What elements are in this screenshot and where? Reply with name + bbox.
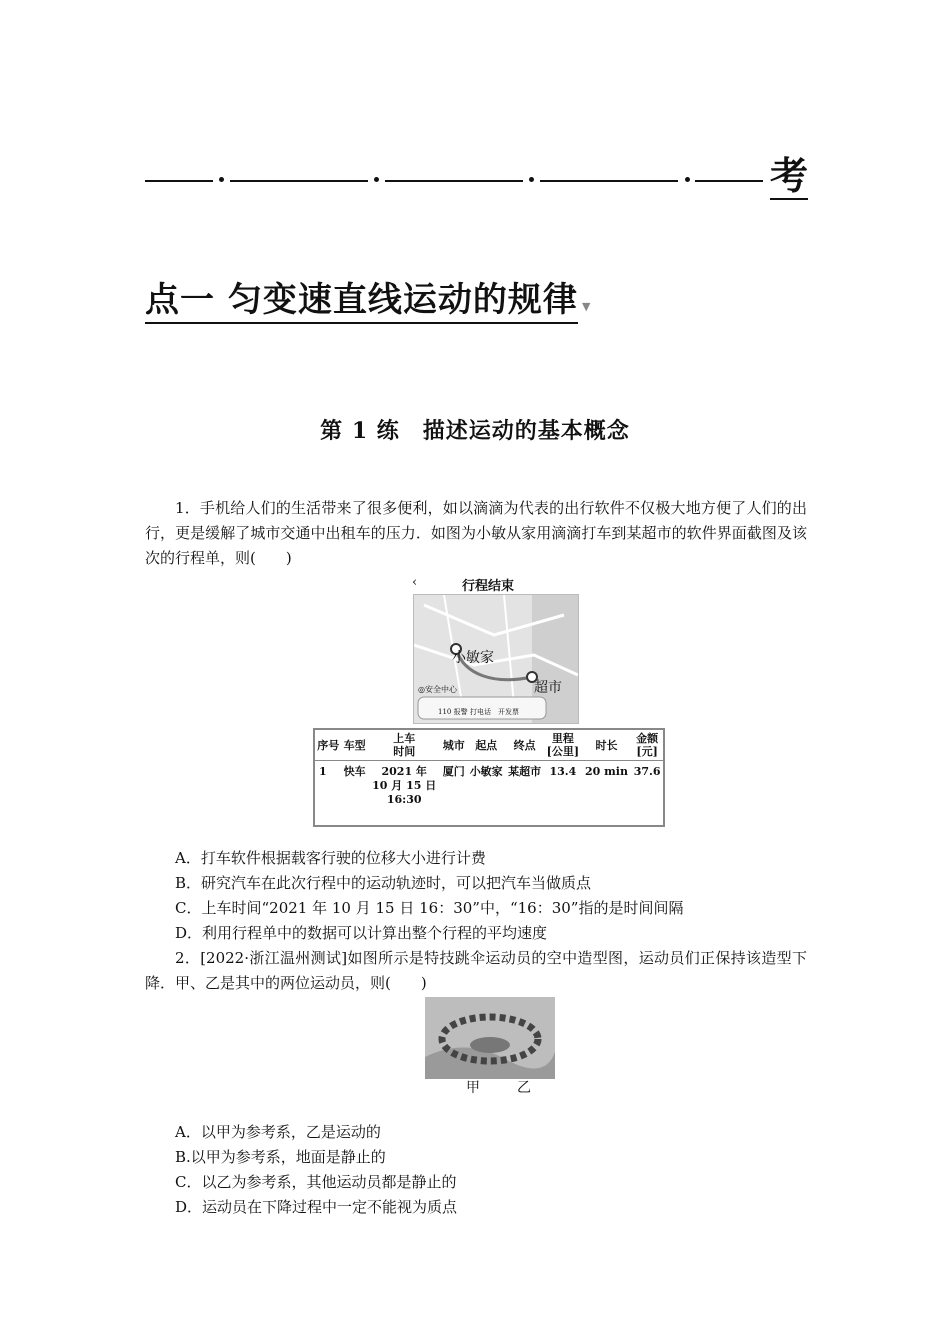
- table-cell: 快车: [343, 765, 366, 778]
- header-dot-3: [529, 177, 534, 182]
- q2-option-b: B.以甲为参考系，地面是静止的: [175, 1148, 386, 1166]
- header-dot-1: [219, 177, 224, 182]
- triangle-marker-icon: ▼: [582, 300, 591, 313]
- col-header: 金额 [元]: [631, 729, 664, 761]
- header-dot-4: [685, 177, 690, 182]
- q1-option-a: A．打车软件根据载客行驶的位移大小进行计费: [175, 849, 486, 867]
- table-cell: 某超市: [508, 765, 542, 778]
- header-rule-1: [145, 180, 213, 182]
- back-icon: ‹: [412, 575, 418, 590]
- table-cell: 小敏家: [469, 765, 503, 778]
- invoice-button: 开发票: [498, 708, 519, 716]
- col-header: 时长: [582, 729, 631, 761]
- q1-option-b: B．研究汽车在此次行程中的运动轨迹时，可以把汽车当做质点: [175, 874, 592, 892]
- col-header: 终点: [505, 729, 543, 761]
- q2-option-a: A．以甲为参考系，乙是运动的: [175, 1123, 381, 1141]
- question-2-stem: 2．[2022·浙江温州测试]如图所示是特技跳伞运动员的空中造型图，运动员们正保持该造型下降．甲、乙是其中的两位运动员，则( ): [145, 949, 807, 992]
- col-header: 起点: [467, 729, 505, 761]
- header-dot-2: [374, 177, 379, 182]
- unit-title: 点一 匀变速直线运动的规律: [145, 278, 578, 324]
- col-header: 上车 时间: [368, 729, 441, 761]
- table-cell: 厦门: [442, 765, 465, 778]
- header-rule-2: [230, 180, 368, 182]
- question-1-stem: 1．手机给人们的生活带来了很多便利，如以滴滴为代表的出行软件不仅极大地方便了人们的出行，更是缓解了城市交通中出租车的压力．如图为小敏从家用滴滴打车到某超市的软件界面截图及该次的行程单，则( ): [145, 499, 807, 567]
- home-label: 小敏家: [452, 650, 494, 666]
- skydivers-drawing: [425, 997, 555, 1079]
- header-rule-5: [695, 180, 763, 182]
- trip-table: [313, 728, 665, 827]
- table-cell: 1: [319, 765, 327, 778]
- header-rule-3: [385, 180, 523, 182]
- label-jia: 甲: [466, 1080, 480, 1096]
- table-row: [314, 761, 664, 827]
- skydivers-photo: [425, 997, 555, 1079]
- map-header: [412, 575, 578, 593]
- col-header: 序号: [314, 729, 341, 761]
- col-header: 车型: [341, 729, 367, 761]
- label-yi: 乙: [517, 1080, 531, 1096]
- header-rule-4: [540, 180, 678, 182]
- q2-option-d: D．运动员在下降过程中一定不能视为质点: [175, 1198, 458, 1216]
- table-cell: 13.4: [549, 765, 577, 778]
- market-label: 超市: [534, 680, 562, 696]
- col-header: 城市: [441, 729, 467, 761]
- safety-center: ◎安全中心: [418, 685, 457, 694]
- trip-table-header: [314, 729, 664, 761]
- col-header: 里程 [公里]: [544, 729, 582, 761]
- q2-option-c: C．以乙为参考系，其他运动员都是静止的: [175, 1173, 457, 1191]
- map-title: 行程结束: [462, 579, 515, 594]
- map-drawing: [414, 595, 578, 723]
- table-cell: 37.6: [633, 765, 661, 778]
- table-cell: 20 min: [585, 765, 628, 778]
- section-title: 第 1 练 描述运动的基本概念: [320, 418, 630, 444]
- route-map: [413, 594, 579, 724]
- kao-heading: 考: [770, 153, 809, 198]
- table-cell: 2021 年 10 月 15 日 16:30: [372, 765, 437, 806]
- call-button: 打电话: [470, 708, 491, 716]
- q1-option-d: D．利用行程单中的数据可以计算出整个行程的平均速度: [175, 924, 548, 942]
- alarm-button: 110 报警: [438, 708, 468, 716]
- q1-option-c: C．上车时间“2021 年 10 月 15 日 16：30”中，“16：30”指的是时间间隔: [175, 899, 684, 917]
